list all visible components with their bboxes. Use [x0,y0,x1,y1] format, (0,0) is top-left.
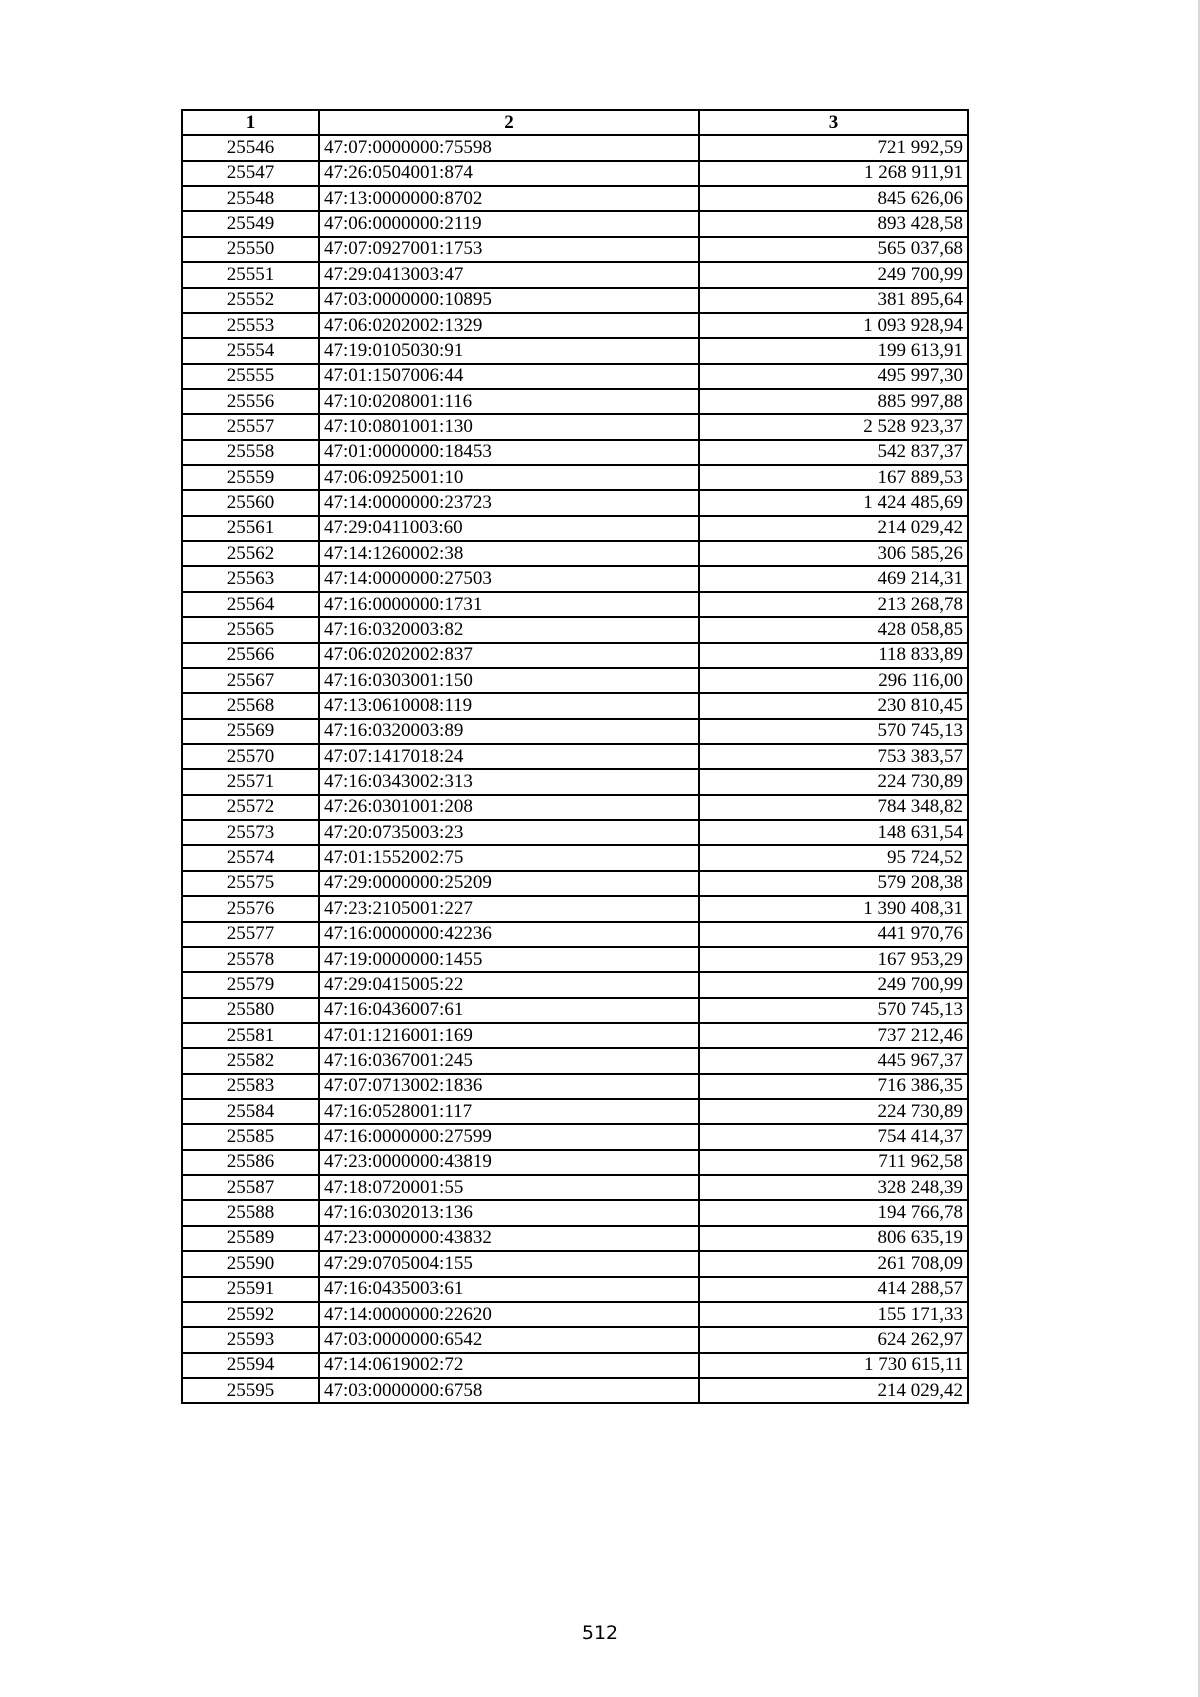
row-number-cell: 25564 [182,592,319,617]
value-cell: 148 631,54 [699,820,968,845]
value-cell: 118 833,89 [699,643,968,668]
row-number-cell: 25595 [182,1378,319,1403]
cadastral-number-cell: 47:14:0000000:22620 [319,1302,699,1327]
cadastral-number-cell: 47:07:0000000:75598 [319,135,699,160]
table-row [182,135,968,160]
row-number-cell: 25556 [182,389,319,414]
value-cell: 261 708,09 [699,1251,968,1276]
row-number-cell: 25561 [182,516,319,541]
value-cell: 721 992,59 [699,135,968,160]
table-row [182,1226,968,1251]
value-cell: 737 212,46 [699,1023,968,1048]
table-row [182,668,968,693]
row-number-cell: 25585 [182,1124,319,1149]
table-row [182,414,968,439]
cadastral-number-cell: 47:01:1216001:169 [319,1023,699,1048]
value-cell: 1 268 911,91 [699,161,968,186]
column-header-2: 2 [319,110,699,135]
column-header-1: 1 [182,110,319,135]
table-row [182,998,968,1023]
header-row [182,110,968,135]
value-cell: 1 424 485,69 [699,490,968,515]
value-cell: 784 348,82 [699,795,968,820]
table-row [182,1200,968,1225]
value-cell: 194 766,78 [699,1200,968,1225]
row-number-cell: 25588 [182,1200,319,1225]
table-row [182,389,968,414]
value-cell: 893 428,58 [699,211,968,236]
table-row [182,643,968,668]
table-row [182,1150,968,1175]
value-cell: 845 626,06 [699,186,968,211]
table-row [182,211,968,236]
cadastral-number-cell: 47:10:0208001:116 [319,389,699,414]
cadastral-number-cell: 47:13:0000000:8702 [319,186,699,211]
cadastral-number-cell: 47:13:0610008:119 [319,693,699,718]
table-row [182,871,968,896]
table-row [182,440,968,465]
table-row [182,820,968,845]
table-row [182,566,968,591]
table-row [182,617,968,642]
table-row [182,592,968,617]
value-cell: 1 093 928,94 [699,313,968,338]
row-number-cell: 25577 [182,922,319,947]
row-number-cell: 25565 [182,617,319,642]
row-number-cell: 25575 [182,871,319,896]
row-number-cell: 25557 [182,414,319,439]
row-number-cell: 25550 [182,237,319,262]
row-number-cell: 25562 [182,541,319,566]
row-number-cell: 25581 [182,1023,319,1048]
value-cell: 230 810,45 [699,693,968,718]
row-number-cell: 25586 [182,1150,319,1175]
row-number-cell: 25572 [182,795,319,820]
cadastral-number-cell: 47:07:1417018:24 [319,744,699,769]
row-number-cell: 25589 [182,1226,319,1251]
table-row [182,516,968,541]
cadastral-number-cell: 47:06:0000000:2119 [319,211,699,236]
value-cell: 806 635,19 [699,1226,968,1251]
table-row [182,313,968,338]
value-cell: 469 214,31 [699,566,968,591]
table-row [182,947,968,972]
value-cell: 199 613,91 [699,338,968,363]
cadastral-number-cell: 47:14:1260002:38 [319,541,699,566]
cadastral-number-cell: 47:16:0302013:136 [319,1200,699,1225]
cadastral-number-cell: 47:06:0925001:10 [319,465,699,490]
cadastral-number-cell: 47:23:0000000:43832 [319,1226,699,1251]
row-number-cell: 25546 [182,135,319,160]
value-cell: 306 585,26 [699,541,968,566]
value-cell: 224 730,89 [699,1099,968,1124]
table-row [182,262,968,287]
cadastral-number-cell: 47:23:0000000:43819 [319,1150,699,1175]
value-cell: 1 730 615,11 [699,1353,968,1378]
row-number-cell: 25568 [182,693,319,718]
value-cell: 754 414,37 [699,1124,968,1149]
table-row [182,1124,968,1149]
value-cell: 249 700,99 [699,972,968,997]
cadastral-number-cell: 47:20:0735003:23 [319,820,699,845]
row-number-cell: 25584 [182,1099,319,1124]
table-header [182,110,968,135]
row-number-cell: 25591 [182,1277,319,1302]
cadastral-number-cell: 47:26:0301001:208 [319,795,699,820]
cadastral-number-cell: 47:07:0927001:1753 [319,237,699,262]
row-number-cell: 25592 [182,1302,319,1327]
value-cell: 495 997,30 [699,364,968,389]
value-cell: 213 268,78 [699,592,968,617]
table-row [182,744,968,769]
table-row [182,1074,968,1099]
table-row [182,922,968,947]
table-row [182,541,968,566]
value-cell: 296 116,00 [699,668,968,693]
value-cell: 381 895,64 [699,288,968,313]
cadastral-number-cell: 47:16:0303001:150 [319,668,699,693]
row-number-cell: 25580 [182,998,319,1023]
cadastral-number-cell: 47:01:1507006:44 [319,364,699,389]
row-number-cell: 25551 [182,262,319,287]
cadastral-number-cell: 47:16:0528001:117 [319,1099,699,1124]
row-number-cell: 25569 [182,719,319,744]
value-cell: 565 037,68 [699,237,968,262]
row-number-cell: 25567 [182,668,319,693]
row-number-cell: 25579 [182,972,319,997]
cadastral-number-cell: 47:07:0713002:1836 [319,1074,699,1099]
row-number-cell: 25555 [182,364,319,389]
table-row [182,719,968,744]
row-number-cell: 25587 [182,1175,319,1200]
column-header-3: 3 [699,110,968,135]
table-row [182,1023,968,1048]
cadastral-number-cell: 47:01:1552002:75 [319,845,699,870]
cadastral-number-cell: 47:14:0000000:23723 [319,490,699,515]
cadastral-number-cell: 47:01:0000000:18453 [319,440,699,465]
cadastral-number-cell: 47:16:0000000:42236 [319,922,699,947]
cadastral-number-cell: 47:03:0000000:10895 [319,288,699,313]
table-row [182,1353,968,1378]
row-number-cell: 25582 [182,1048,319,1073]
table-row [182,845,968,870]
value-cell: 328 248,39 [699,1175,968,1200]
value-cell: 414 288,57 [699,1277,968,1302]
table-row [182,795,968,820]
cadastral-number-cell: 47:29:0415005:22 [319,972,699,997]
cadastral-number-cell: 47:29:0000000:25209 [319,871,699,896]
value-cell: 753 383,57 [699,744,968,769]
table-row [182,693,968,718]
value-cell: 95 724,52 [699,845,968,870]
value-cell: 1 390 408,31 [699,896,968,921]
value-cell: 542 837,37 [699,440,968,465]
cadastral-number-cell: 47:14:0000000:27503 [319,566,699,591]
row-number-cell: 25560 [182,490,319,515]
cadastral-number-cell: 47:29:0705004:155 [319,1251,699,1276]
cadastral-number-cell: 47:29:0411003:60 [319,516,699,541]
row-number-cell: 25593 [182,1327,319,1352]
row-number-cell: 25566 [182,643,319,668]
cadastral-number-cell: 47:16:0000000:27599 [319,1124,699,1149]
row-number-cell: 25558 [182,440,319,465]
value-cell: 224 730,89 [699,769,968,794]
cadastral-number-cell: 47:16:0436007:61 [319,998,699,1023]
row-number-cell: 25590 [182,1251,319,1276]
page-number: 512 [581,1622,619,1644]
table-row [182,465,968,490]
table-row [182,1277,968,1302]
cadastral-number-cell: 47:18:0720001:55 [319,1175,699,1200]
value-cell: 249 700,99 [699,262,968,287]
value-cell: 624 262,97 [699,1327,968,1352]
table-row [182,364,968,389]
value-cell: 570 745,13 [699,719,968,744]
value-cell: 214 029,42 [699,516,968,541]
cadastral-number-cell: 47:26:0504001:874 [319,161,699,186]
table-row [182,1175,968,1200]
cadastral-number-cell: 47:14:0619002:72 [319,1353,699,1378]
cadastral-number-cell: 47:06:0202002:1329 [319,313,699,338]
value-cell: 428 058,85 [699,617,968,642]
cadastral-number-cell: 47:19:0105030:91 [319,338,699,363]
row-number-cell: 25573 [182,820,319,845]
value-cell: 441 970,76 [699,922,968,947]
row-number-cell: 25594 [182,1353,319,1378]
table-row [182,490,968,515]
cadastral-number-cell: 47:16:0435003:61 [319,1277,699,1302]
cadastral-number-cell: 47:23:2105001:227 [319,896,699,921]
cadastral-number-cell: 47:16:0343002:313 [319,769,699,794]
table-row [182,338,968,363]
table-row [182,1302,968,1327]
table-row [182,1048,968,1073]
value-cell: 885 997,88 [699,389,968,414]
data-table [181,109,969,1404]
table-row [182,186,968,211]
row-number-cell: 25578 [182,947,319,972]
value-cell: 716 386,35 [699,1074,968,1099]
cadastral-number-cell: 47:03:0000000:6542 [319,1327,699,1352]
row-number-cell: 25571 [182,769,319,794]
row-number-cell: 25554 [182,338,319,363]
row-number-cell: 25547 [182,161,319,186]
table-row [182,1327,968,1352]
row-number-cell: 25548 [182,186,319,211]
cadastral-number-cell: 47:16:0320003:89 [319,719,699,744]
cadastral-number-cell: 47:19:0000000:1455 [319,947,699,972]
cadastral-number-cell: 47:10:0801001:130 [319,414,699,439]
table-row [182,1099,968,1124]
table-row [182,896,968,921]
cadastral-number-cell: 47:06:0202002:837 [319,643,699,668]
value-cell: 2 528 923,37 [699,414,968,439]
row-number-cell: 25559 [182,465,319,490]
cadastral-number-cell: 47:03:0000000:6758 [319,1378,699,1403]
table-row [182,1378,968,1403]
row-number-cell: 25552 [182,288,319,313]
value-cell: 570 745,13 [699,998,968,1023]
value-cell: 167 953,29 [699,947,968,972]
row-number-cell: 25553 [182,313,319,338]
value-cell: 579 208,38 [699,871,968,896]
cadastral-number-cell: 47:16:0320003:82 [319,617,699,642]
cadastral-number-cell: 47:16:0000000:1731 [319,592,699,617]
value-cell: 214 029,42 [699,1378,968,1403]
value-cell: 445 967,37 [699,1048,968,1073]
table-row [182,972,968,997]
row-number-cell: 25576 [182,896,319,921]
cadastral-number-cell: 47:29:0413003:47 [319,262,699,287]
row-number-cell: 25583 [182,1074,319,1099]
row-number-cell: 25574 [182,845,319,870]
row-number-cell: 25570 [182,744,319,769]
row-number-cell: 25549 [182,211,319,236]
table-row [182,769,968,794]
value-cell: 155 171,33 [699,1302,968,1327]
table-row [182,237,968,262]
value-cell: 167 889,53 [699,465,968,490]
table-row [182,288,968,313]
table-row [182,161,968,186]
row-number-cell: 25563 [182,566,319,591]
cadastral-number-cell: 47:16:0367001:245 [319,1048,699,1073]
table-body [182,135,968,1403]
table-row [182,1251,968,1276]
value-cell: 711 962,58 [699,1150,968,1175]
